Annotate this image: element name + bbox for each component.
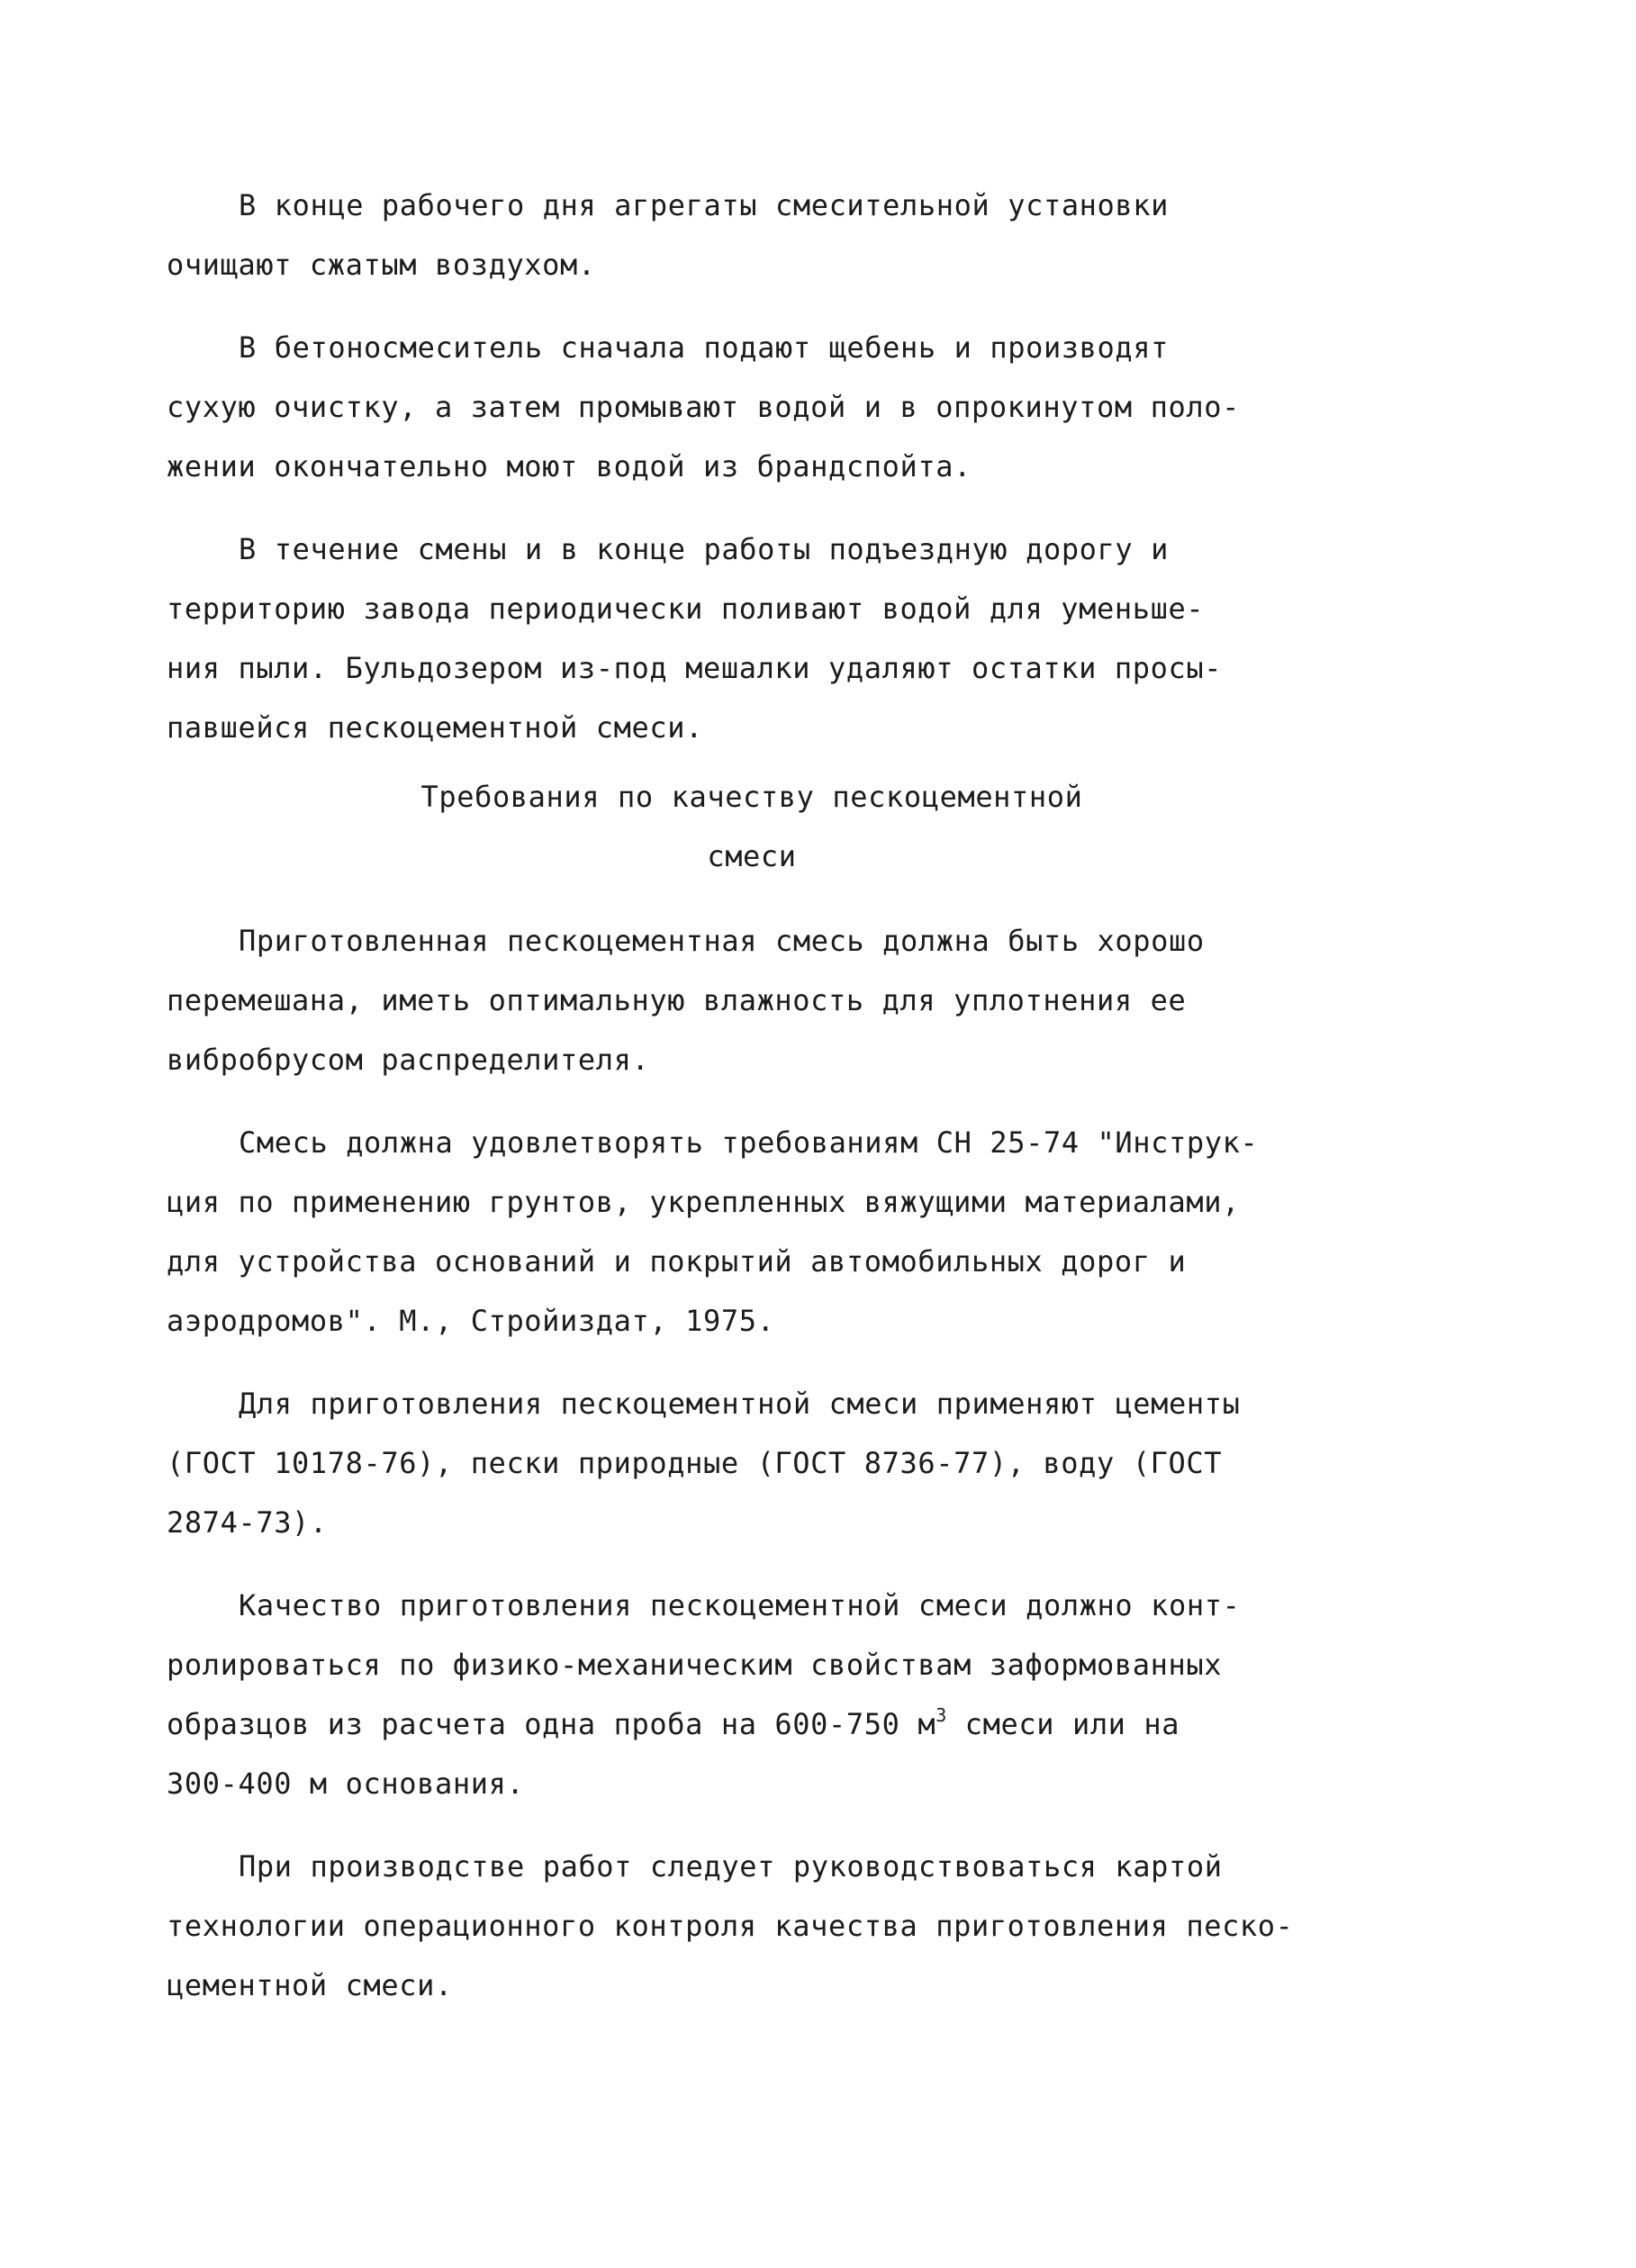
paragraph-quality-control	[167, 1576, 1337, 1813]
cubic-superscript: 3	[936, 1704, 947, 1726]
paragraph-mixer-cleaning-air: В конце рабочего дня агрегаты смесительной установки очищают сжатым воздухом.	[167, 188, 1170, 282]
paragraph-operational-control: При производстве работ следует руководствоваться картой технологии операционного контроля качества приготовления песко- цементной смеси.	[167, 1849, 1294, 2002]
paragraph-materials: Для приготовления пескоцементной смеси применяют цементы (ГОСТ 10178-76), пески природные (ГОСТ 8736-77), воду (ГОСТ 2874-73).	[167, 1387, 1241, 1540]
paragraph-concrete-mixer-cleaning: В бетоносмеситель сначала подают щебень и производят сухую очистку, а затем промывают водой и в опрокинутом поло- жении окончательно моют водой из брандспойта.	[167, 330, 1240, 483]
quality-control-text-end: смеси или на 300-400 м основания.	[167, 1707, 1180, 1801]
section-cleaning	[167, 176, 1337, 781]
paragraph-mix-preparation: Приготовленная пескоцементная смесь должна быть хорошо перемешана, иметь оптимальную влажность для уплотнения ее вибробрусом распределителя.	[167, 924, 1205, 1077]
section-quality-requirements	[167, 911, 1337, 2038]
section-heading-quality-requirements: Требования по качеству пескоцементной смеси	[420, 780, 1083, 873]
paragraph-road-watering: В течение смены и в конце работы подъездную дорогу и территорию завода периодически поливают водой для уменьше- ния пыли. Бульдозером из-под мешалки удаляют остатки просы- павшейся пескоцементной смеси.	[167, 532, 1223, 745]
paragraph-standard-requirements: Смесь должна удовлетворять требованиям СН 25-74 "Инструк- ция по применению грунтов, укрепленных вяжущими материалами, для устройства оснований и покрытий автомобильных дорог и аэродромов". М., Стройиздат, 1975.	[167, 1125, 1259, 1338]
quality-control-text-start: Качество приготовления пескоцементной смеси должно конт- ролироваться по физико-механическим свойствам заформованных образцов из расчета одна проба на 600-750 м	[167, 1588, 1241, 1741]
